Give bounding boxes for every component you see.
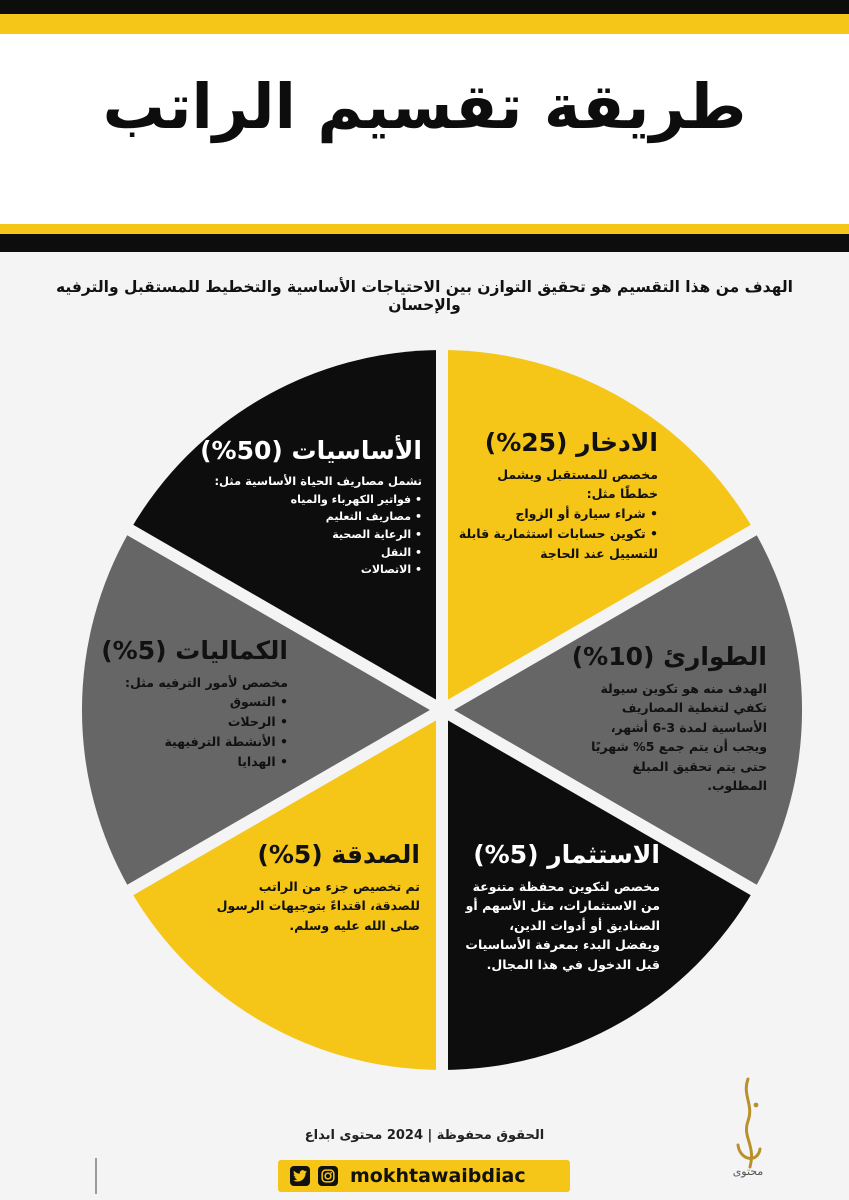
subtitle: الهدف من هذا التقسيم هو تحقيق التوازن بين الاحتياجات الأساسية والتخطيط للمستقبل والترفيه والإحسان: [56, 278, 793, 314]
list-item: • الاتصالات: [200, 561, 422, 579]
brand-logo-text: محتوى: [732, 1165, 764, 1178]
list-item: • الأنشطة الترفيهية: [100, 732, 288, 752]
segment-text: الهدف منه هو تكوين سيولة تكفي لتغطية المصاريف الأساسية لمدة 3-6 أشهر، ويجب أن يتم جمع 5% شهريًا حتى يتم تحقيق المبلغ المطلوب.: [591, 681, 767, 793]
segment-heading: الكماليات (5%): [101, 636, 288, 665]
list-item: • التسوق: [100, 692, 288, 712]
list-item: • تكوين حسابات استثمارية قابلة للتسييل عند الحاجة: [458, 524, 658, 564]
list-item: • الهدايا: [100, 752, 288, 772]
handle-text[interactable]: mokhtawaibdiac: [350, 1165, 526, 1187]
segment-text: مخصص لتكوين محفظة متنوعة من الاستثمارات، مثل الأسهم أو الصناديق أو أدوات الدين، ويفضل البدء بمعرفة الأساسيات قبل الدخول في هذا المجال.: [465, 879, 660, 972]
segment-list: [100, 692, 288, 772]
twitter-icon[interactable]: [290, 1166, 310, 1186]
page-title: طريقة تقسيم الراتب: [102, 70, 747, 143]
list-item: • الرحلات: [100, 712, 288, 732]
segment-intro: تشمل مصاريف الحياة الأساسية مثل:: [214, 474, 422, 488]
segment-luxuries: [100, 636, 288, 772]
list-item: • شراء سيارة أو الزواج: [458, 504, 658, 524]
list-item: • الرعاية الصحية: [200, 526, 422, 544]
segment-heading: الطوارئ (10%): [571, 642, 767, 671]
segment-savings: [458, 428, 658, 564]
segment-emergency: [571, 642, 767, 795]
list-item: • النقل: [200, 544, 422, 562]
list-item: • فواتير الكهرباء والمياه: [200, 491, 422, 509]
segment-heading: الادخار (25%): [484, 428, 658, 457]
segment-list: [458, 504, 658, 564]
segment-basics: [200, 436, 422, 579]
list-item: • مصاريف التعليم: [200, 508, 422, 526]
segment-investment: [460, 840, 660, 974]
segment-text: تم تخصيص جزء من الراتب للصدقة، اقتداءً بتوجيهات الرسول صلى الله عليه وسلم.: [216, 879, 420, 933]
segment-heading: الاستثمار (5%): [473, 840, 660, 869]
segment-intro: مخصص للمستقبل ويشمل خططًا مثل:: [497, 467, 658, 502]
segment-heading: الأساسيات (50%): [200, 436, 422, 465]
instagram-icon[interactable]: [318, 1166, 338, 1186]
social-handle-bar[interactable]: [278, 1160, 570, 1192]
copyright-text: الحقوق محفوظة | 2024 محتوى ابداع: [304, 1128, 545, 1143]
divider-mark: [95, 1158, 97, 1194]
segment-intro: مخصص لأمور الترفيه مثل:: [125, 675, 288, 690]
segment-heading: الصدقة (5%): [257, 840, 420, 869]
segment-list: [200, 491, 422, 579]
segment-charity: [205, 840, 420, 935]
